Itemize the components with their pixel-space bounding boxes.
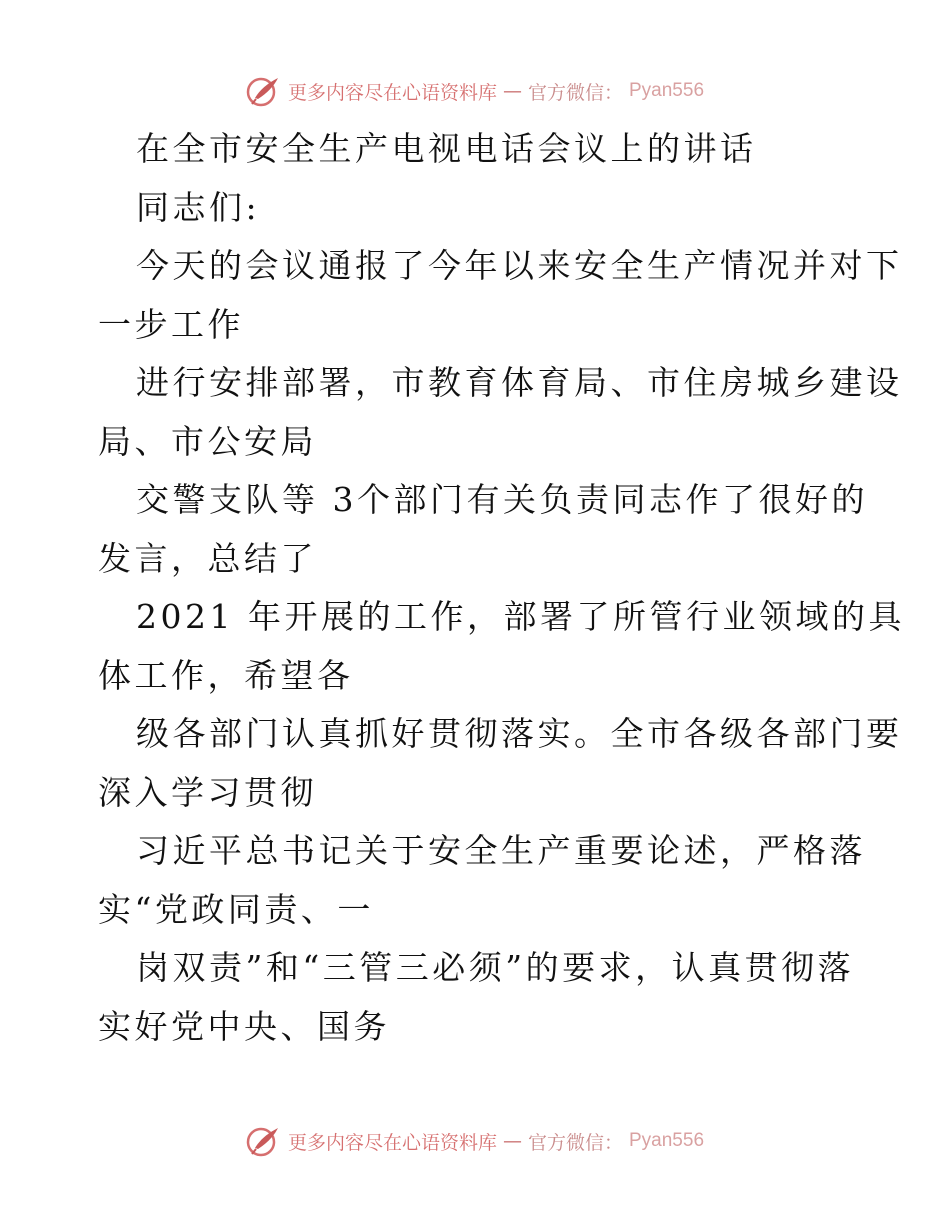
body-line: 今天的会议通报了今年以来安全生产情况并对下: [136, 246, 903, 285]
watermark-text: 更多内容尽在心语资料库: [287, 81, 497, 104]
quill-logo-icon: [246, 1124, 282, 1158]
watermark-wechat-id: Pyan556: [629, 1130, 705, 1151]
body-line: 深入学习贯彻: [98, 772, 317, 812]
body-line: 体工作，希望各: [98, 655, 354, 695]
body-line: 岗双责”和“三管三必须”的要求，认真贯彻落: [136, 948, 855, 987]
footer-watermark: [0, 1124, 950, 1158]
body-line: 实“党政同责、一: [98, 889, 374, 929]
doc-title: 在全市安全生产电视电话会议上的讲话: [136, 129, 757, 168]
header-watermark: [0, 74, 950, 108]
body-line: 级各部门认真抓好贯彻落实。全市各级各部门要: [136, 714, 903, 753]
body-line: 习近平总书记关于安全生产重要论述，严格落: [136, 831, 866, 870]
watermark-wechat-id: Pyan556: [629, 80, 705, 101]
document-body: [98, 120, 905, 1056]
body-line: 交警支队等 3个部门有关负责同志作了很好的: [136, 480, 868, 519]
body-line: 进行安排部署，市教育体育局、市住房城乡建设: [136, 363, 903, 402]
body-line: 发言，总结了: [98, 538, 317, 578]
body-line: 局、市公安局: [98, 421, 317, 461]
salutation: 同志们:: [136, 187, 261, 227]
quill-logo-icon: [246, 74, 282, 108]
body-line: 2021 年开展的工作，部署了所管行业领域的具: [136, 597, 905, 636]
watermark-wechat-label: 官方微信：: [527, 81, 623, 104]
watermark-text: 更多内容尽在心语资料库: [287, 1131, 497, 1154]
body-line: 实好党中央、国务: [98, 1006, 390, 1046]
body-line: 一步工作: [98, 304, 244, 344]
watermark-separator: —: [502, 80, 522, 102]
watermark-separator: —: [502, 1130, 522, 1152]
watermark-wechat-label: 官方微信：: [527, 1131, 623, 1154]
